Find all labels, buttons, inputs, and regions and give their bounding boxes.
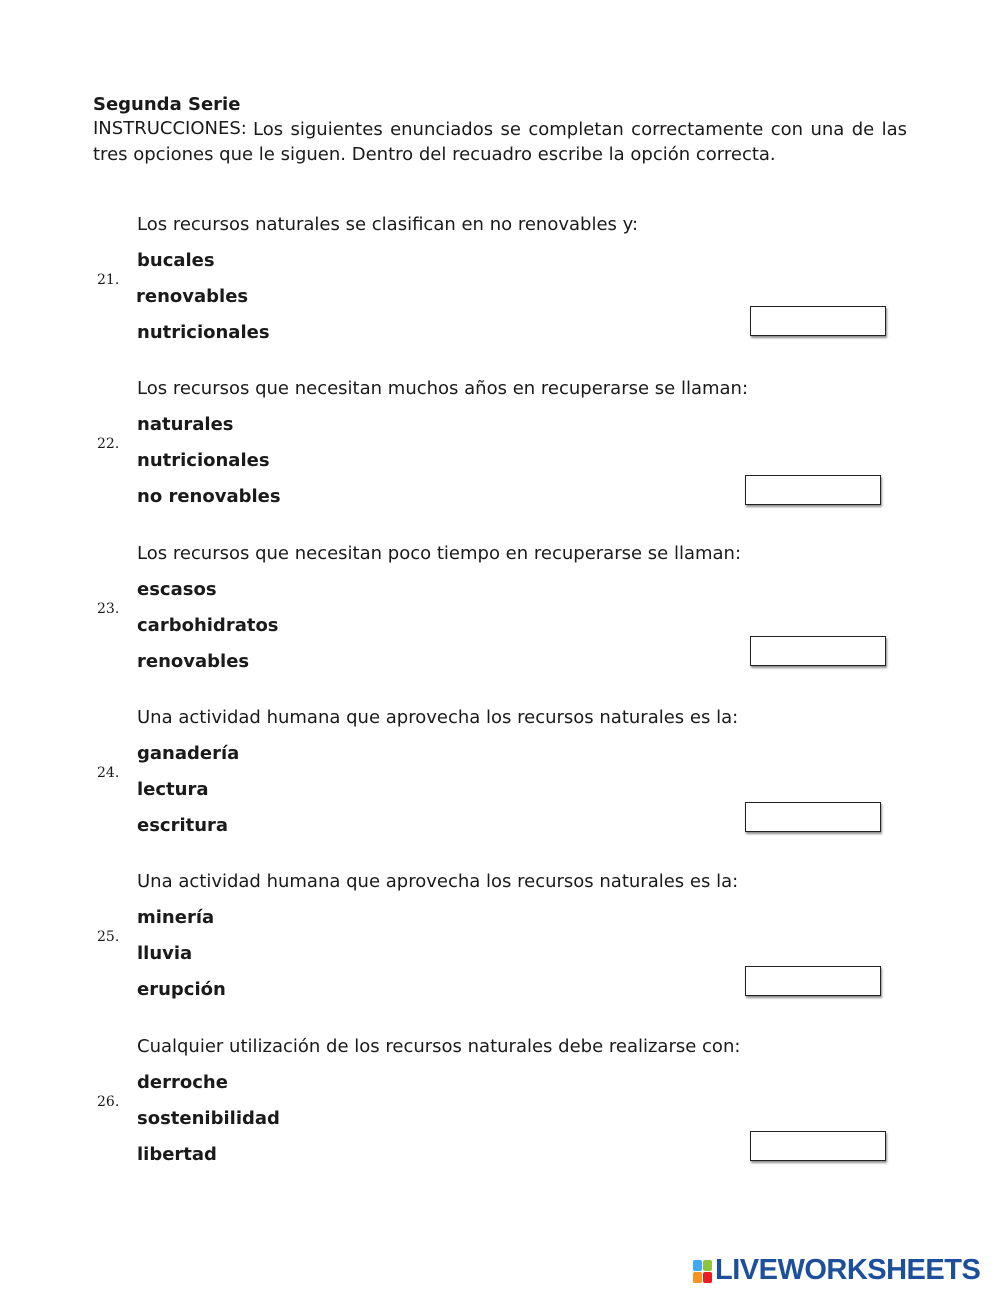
question-number: 23. <box>97 601 120 617</box>
option: carbohidratos <box>137 615 279 636</box>
question-stem: Los recursos que necesitan muchos años en recuperarse se llaman: <box>137 378 749 399</box>
option: renovables <box>136 286 249 307</box>
question-number: 25. <box>97 929 120 945</box>
instructions-label: INSTRUCCIONES: <box>93 118 247 139</box>
question-number: 22. <box>97 436 120 452</box>
question-21 <box>0 214 1000 374</box>
question-stem: Una actividad humana que aprovecha los recursos naturales es la: <box>137 707 739 728</box>
option: nutricionales <box>137 322 270 343</box>
answer-input-26[interactable] <box>750 1131 886 1161</box>
option: sostenibilidad <box>137 1108 280 1129</box>
answer-input-24[interactable] <box>745 802 881 832</box>
option: escasos <box>137 579 217 600</box>
section-title: Segunda Serie <box>93 94 241 115</box>
option: minería <box>137 907 215 928</box>
answer-input-25[interactable] <box>745 966 881 996</box>
question-stem: Los recursos naturales se clasifican en no renovables y: <box>137 214 639 235</box>
question-stem: Los recursos que necesitan poco tiempo en recuperarse se llaman: <box>137 543 742 564</box>
option: erupción <box>137 979 226 1000</box>
question-number: 24. <box>97 765 120 781</box>
option: lluvia <box>137 943 193 964</box>
option: ganadería <box>137 743 240 764</box>
question-26 <box>0 1036 1000 1196</box>
option: nutricionales <box>137 450 270 471</box>
option: naturales <box>137 414 234 435</box>
option: escritura <box>137 815 229 836</box>
question-22 <box>0 378 1000 538</box>
answer-input-21[interactable] <box>750 306 886 336</box>
question-25 <box>0 871 1000 1031</box>
liveworksheets-logo <box>693 1254 980 1287</box>
question-stem: Cualquier utilización de los recursos naturales debe realizarse con: <box>137 1036 741 1057</box>
option: lectura <box>137 779 209 800</box>
option: derroche <box>137 1072 228 1093</box>
answer-input-23[interactable] <box>750 636 886 666</box>
instructions-text <box>93 118 907 167</box>
question-stem: Una actividad humana que aprovecha los recursos naturales es la: <box>137 871 739 892</box>
option: no renovables <box>137 486 281 507</box>
question-23 <box>0 543 1000 703</box>
option: renovables <box>137 651 250 672</box>
option: libertad <box>137 1144 217 1165</box>
question-24 <box>0 707 1000 867</box>
logo-text: LIVEWORKSHEETS <box>715 1254 981 1286</box>
question-number: 21. <box>97 272 120 288</box>
question-number: 26. <box>97 1094 120 1110</box>
liveworksheets-logo-icon <box>693 1259 713 1283</box>
option: bucales <box>137 250 215 271</box>
answer-input-22[interactable] <box>745 475 881 505</box>
instructions-body: Los siguientes enunciados se completan correctamente con una de las tres opciones que le siguen. Dentro del recuadro escribe la opción correcta. <box>93 119 907 165</box>
